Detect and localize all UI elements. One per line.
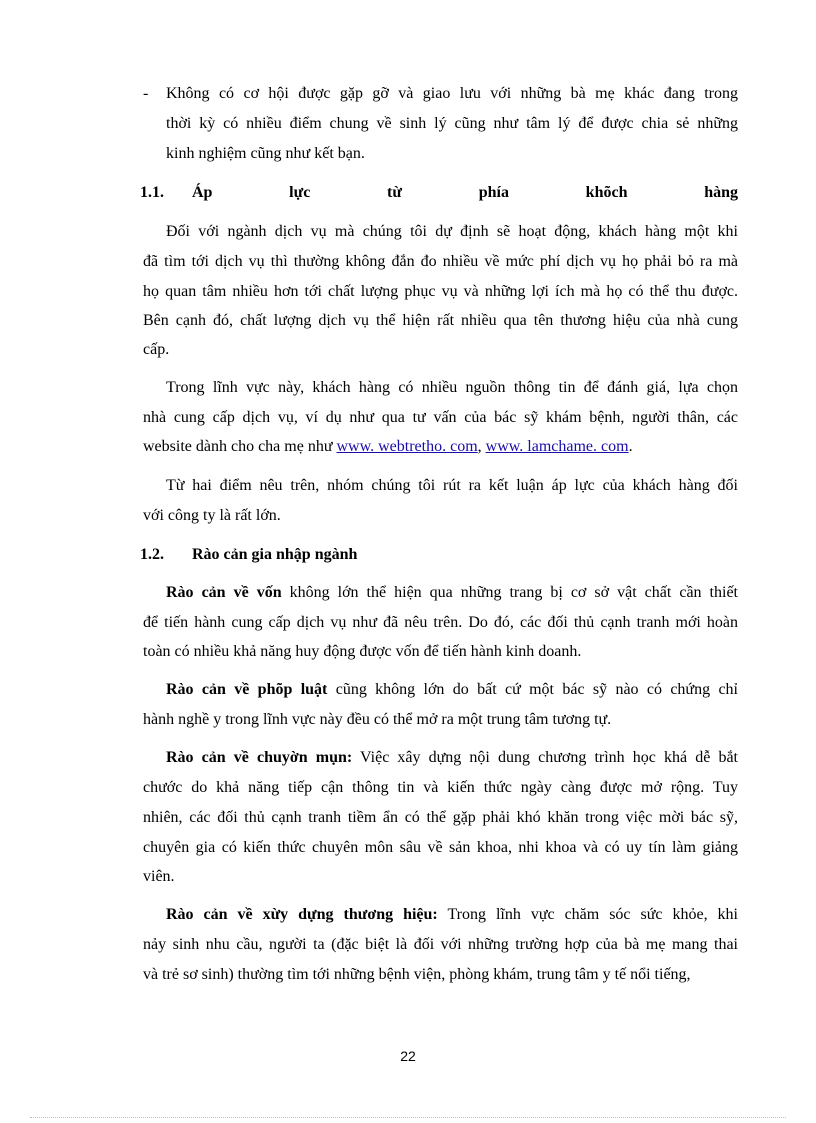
p2-line-3-text: website dành cho cha mẹ như	[143, 438, 337, 455]
p1-line-3: họ quan tâm nhiều hơn tới chất lượng phục vụ và những lợi ích mà họ có thể thu được.	[143, 283, 738, 300]
b3-line-4: chuyên gia có kiến thức chuyên môn sâu về sản khoa, nhi khoa và có uy tín làm giảng	[143, 839, 738, 856]
b1-line-1	[166, 583, 738, 603]
bullet-dash: -	[143, 85, 149, 102]
p3-line-2: với công ty là rất lớn.	[143, 507, 281, 524]
b3-line-2: chước do khả năng tiếp cận thông tin và kiến thức ngày càng được mở rộng. Tuy	[143, 779, 738, 796]
p1-line-2: đã tìm tới dịch vụ thì thường không đắn đo nhiều về mức phí dịch vụ họ phải bỏ ra mà	[143, 253, 738, 270]
b3-line-5: viên.	[143, 868, 175, 885]
b4-rest: Trong lĩnh vực chăm sóc sức khỏe, khi	[437, 906, 738, 923]
title-word: lực	[289, 184, 311, 201]
b2-rest: cũng không lớn do bất cứ một bác sỹ nào có chứng chỉ	[327, 681, 738, 698]
title-word: Áp	[192, 184, 213, 201]
b4-bold: Rào cản về xừy dựng thương hiệu:	[166, 906, 438, 923]
title-word: phía	[478, 184, 509, 201]
webtretho-link[interactable]: www. webtretho. com	[336, 438, 478, 455]
b3-rest: Việc xây dựng nội dung chương trình học khá dễ bắt	[352, 749, 738, 766]
b3-line-3: nhiên, các đối thủ cạnh tranh tiềm ẩn có thể gặp phải khó khăn trong việc mời bác sỹ,	[143, 809, 738, 826]
b2-bold: Rào cản về phõp luật	[166, 681, 328, 698]
link-end: .	[628, 438, 633, 455]
p2-line-2: nhà cung cấp dịch vụ, ví dụ như qua tư vấn của bác sỹ khám bệnh, người thân, các	[143, 409, 738, 426]
p2-line-3	[143, 437, 738, 457]
lamchame-link[interactable]: www. lamchame. com	[485, 438, 629, 455]
b4-line-3: và trẻ sơ sinh) thường tìm tới những bệnh viện, phòng khám, trung tâm y tế nổi tiếng,	[143, 966, 691, 983]
b1-bold: Rào cản về vốn	[166, 584, 282, 601]
b4-line-1	[166, 905, 738, 925]
section-1-1-title	[192, 183, 738, 203]
title-word: từ	[387, 184, 402, 201]
bullet-line-2: thời kỳ có nhiều điểm chung về sinh lý cũng như tâm lý để được chia sẻ những	[166, 115, 738, 132]
b1-line-3: toàn có nhiều khả năng huy động được vốn để tiến hành kinh doanh.	[143, 643, 582, 660]
b4-line-2: nảy sinh nhu cầu, người ta (đặc biệt là đối với những trường hợp của bà mẹ mang thai	[143, 936, 738, 953]
b1-line-2: để tiến hành cung cấp dịch vụ như đã nêu trên. Do đó, các đối thủ cạnh tranh mới hoàn	[143, 614, 738, 631]
section-1-1-number: 1.1.	[140, 184, 164, 201]
b1-rest: không lớn thể hiện qua những trang bị cơ sở vật chất cần thiết	[281, 584, 738, 601]
bullet-line-3: kinh nghiệm cũng như kết bạn.	[166, 145, 365, 162]
b3-bold: Rào cản về chuyờn mụn:	[166, 749, 353, 766]
b2-line-1	[166, 680, 738, 700]
p1-line-1: Đối với ngành dịch vụ mà chúng tôi dự định sẽ hoạt động, khách hàng một khi	[166, 223, 738, 240]
page-number: 22	[400, 1048, 416, 1064]
b2-line-2: hành nghề y trong lĩnh vực này đều có thể mở ra một trung tâm tương tự.	[143, 711, 612, 728]
title-word: khõch	[585, 184, 628, 201]
p2-line-1: Trong lĩnh vực này, khách hàng có nhiều nguồn thông tin để đánh giá, lựa chọn	[166, 379, 738, 396]
page-bottom-rule	[30, 1117, 786, 1118]
b3-line-1	[166, 748, 738, 768]
link-separator: ,	[477, 438, 486, 455]
p3-line-1: Từ hai điểm nêu trên, nhóm chúng tôi rút ra kết luận áp lực của khách hàng đối	[166, 477, 738, 494]
section-1-2-title: Rào cản gia nhập ngành	[192, 546, 358, 563]
section-1-2-number: 1.2.	[140, 546, 164, 563]
title-word: hàng	[704, 184, 738, 201]
p1-line-5: cấp.	[143, 341, 170, 358]
p1-line-4: Bên cạnh đó, chất lượng dịch vụ thể hiện rất nhiều qua tên thương hiệu của nhà cung	[143, 312, 738, 329]
bullet-line-1: Không có cơ hội được gặp gỡ và giao lưu với những bà mẹ khác đang trong	[166, 85, 738, 102]
